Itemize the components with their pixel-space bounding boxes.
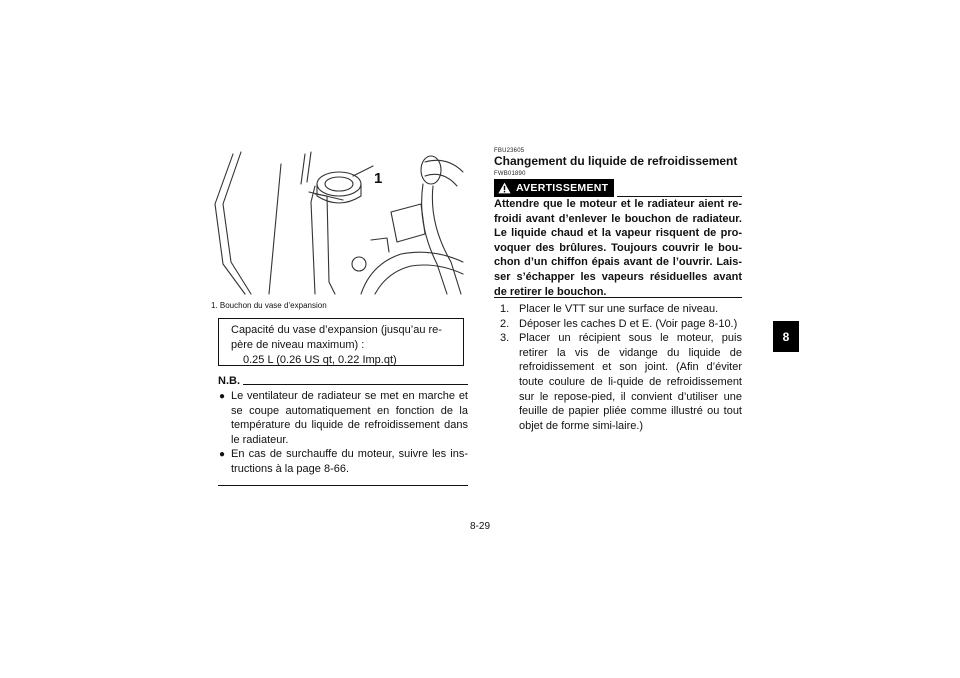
warning-badge [494,179,614,197]
step-number: 3. [500,332,510,345]
note-item: ● En cas de surchauffe du moteur, suivre les ins-tructions à la page 8-66. [219,448,468,475]
step-item [500,317,742,332]
step-text: Placer le VTT sur une surface de niveau. [519,303,719,315]
note-divider [243,384,468,385]
chapter-tab: 8 [773,321,799,352]
callout-number: 1 [374,170,383,187]
capacity-value: 0.25 L (0.26 US qt, 0.22 Imp.qt) [243,354,397,366]
warning-triangle-icon [498,182,511,194]
page-number: 8-29 [470,521,491,532]
note-header [218,375,468,387]
note-list [218,389,468,477]
bullet-icon: ● [219,449,226,461]
bullet-icon: ● [219,391,226,402]
section-title: Changement du liquide de refroidissement [494,154,738,168]
step-item [500,302,742,317]
warning-text: Attendre que le moteur et le radiateur aient re-froidi avant d’enlever le bouchon de radiateur. Le liquide chaud et la vapeur risquent de pro-voquer des brûlures. Toujours couvrir le bou-chon d’un chiffon épais avant de l’ouvrir. Lais-ser s’échapper les vapeurs résiduelles avant de retirer le bouchon. [494,198,742,298]
note-block [218,375,468,477]
step-text: Déposer les caches D et E. (Voir page 8-10.) [519,317,738,330]
warning-code: FWB01890 [494,171,526,177]
warning-header [494,179,742,197]
step-number: 1. [500,303,510,315]
steps-list [500,302,742,433]
step-item [500,331,742,433]
note-item: ● Le ventilateur de radiateur se met en marche et se coupe automatiquement en fonction de la température du liquide de refroidissement dans le radiateur. [219,390,468,446]
note-heading: N.B. [218,375,240,387]
warning-label: AVERTISSEMENT [516,182,609,194]
step-number: 2. [500,317,510,330]
capacity-box [218,318,464,366]
step-text: Placer un récipient sous le moteur, puis retirer la vis de vidange du liquide de refroidissement et son joint. (Afin d’éviter toute coulure de li-quide de refroidissement sur le repose-pied, il convient d’utiliser une feuille de papier pliée comme illustré ou tout objet de forme simi-laire.) [519,332,742,432]
figure-caption: 1. Bouchon du vase d’expansion [211,301,327,310]
section-code: FBU23605 [494,148,525,154]
warning-end-divider [494,297,742,298]
note-end-divider [218,485,468,486]
coolant-reservoir-illustration [211,144,467,296]
capacity-label: Capacité du vase d’expansion (jusqu’au re-père de niveau maximum) : [231,324,442,351]
